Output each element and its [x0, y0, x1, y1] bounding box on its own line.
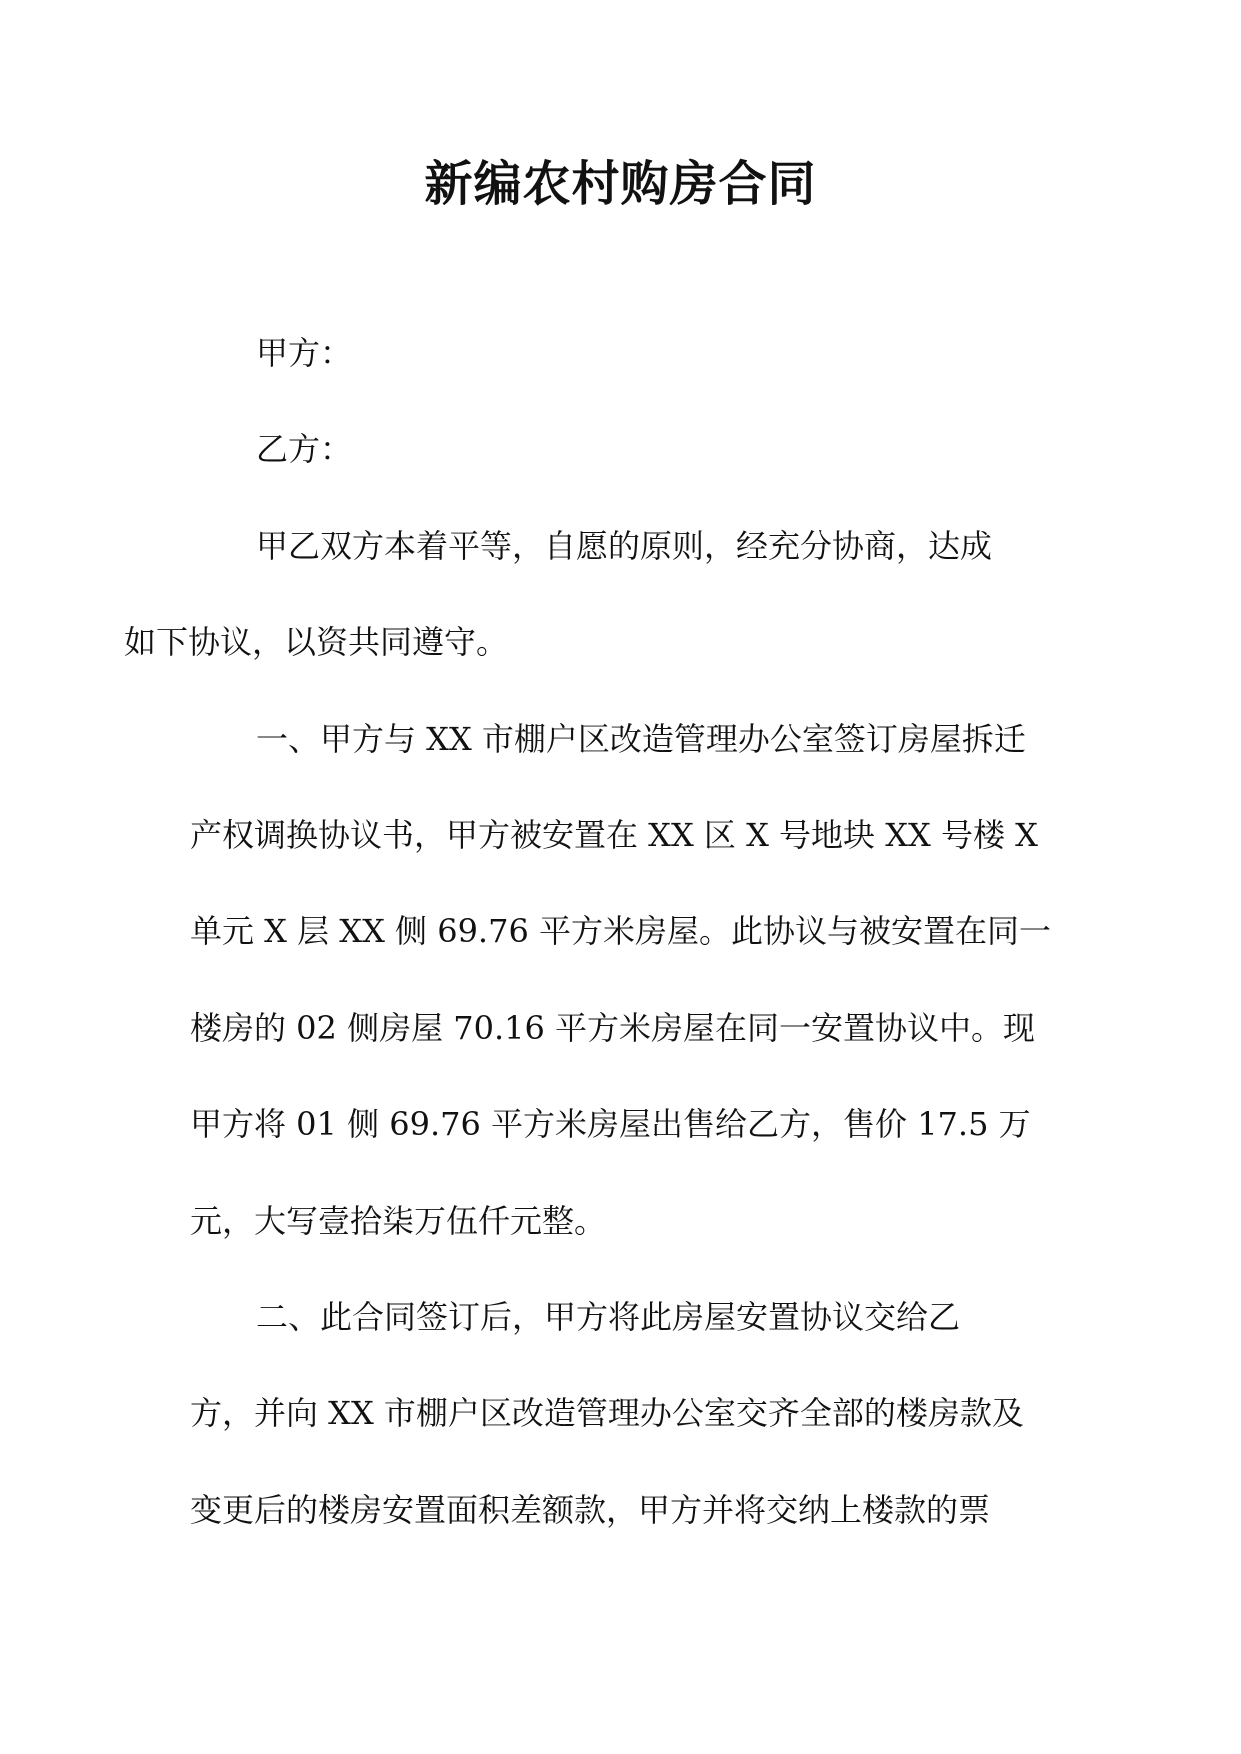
clause-1-line-5: 甲方将 01 侧 69.76 平方米房屋出售给乙方，售价 17.5 万 — [190, 1105, 1031, 1144]
clause-1-line-2: 产权调换协议书，甲方被安置在 XX 区 X 号地块 XX 号楼 X — [190, 816, 1038, 855]
clause-1-line-3: 单元 X 层 XX 侧 69.76 平方米房屋。此协议与被安置在同一 — [190, 912, 1051, 951]
clause-2-line-1: 二、此合同签订后，甲方将此房屋安置协议交给乙 — [256, 1298, 961, 1337]
clause-2-paragraph — [190, 1269, 1042, 1558]
clause-2-line-3: 变更后的楼房安置面积差额款，甲方并将交纳上楼款的票 — [190, 1490, 991, 1529]
clause-1-line-1: 一、甲方与 XX 市棚户区改造管理办公室签订房屋拆迁 — [256, 719, 1026, 758]
preamble-paragraph — [124, 498, 1042, 691]
clause-1-line-6: 元，大写壹拾柒万伍仟元整。 — [190, 1201, 607, 1240]
clause-1-paragraph — [190, 691, 1051, 1269]
party-a-line: 甲方： — [256, 334, 353, 372]
clause-1-line-4: 楼房的 02 侧房屋 70.16 平方米房屋在同一安置协议中。现 — [190, 1008, 1036, 1047]
document-body — [124, 305, 1051, 1558]
clause-2-line-2: 方，并向 XX 市棚户区改造管理办公室交齐全部的楼房款及 — [190, 1394, 1024, 1433]
preamble-line-1: 甲乙双方本着平等，自愿的原则，经充分协商，达成 — [256, 526, 993, 565]
party-b-line: 乙方： — [256, 430, 353, 469]
preamble-line-2: 如下协议，以资共同遵守。 — [124, 623, 509, 662]
document-title: 新编农村购房合同 — [424, 156, 817, 212]
